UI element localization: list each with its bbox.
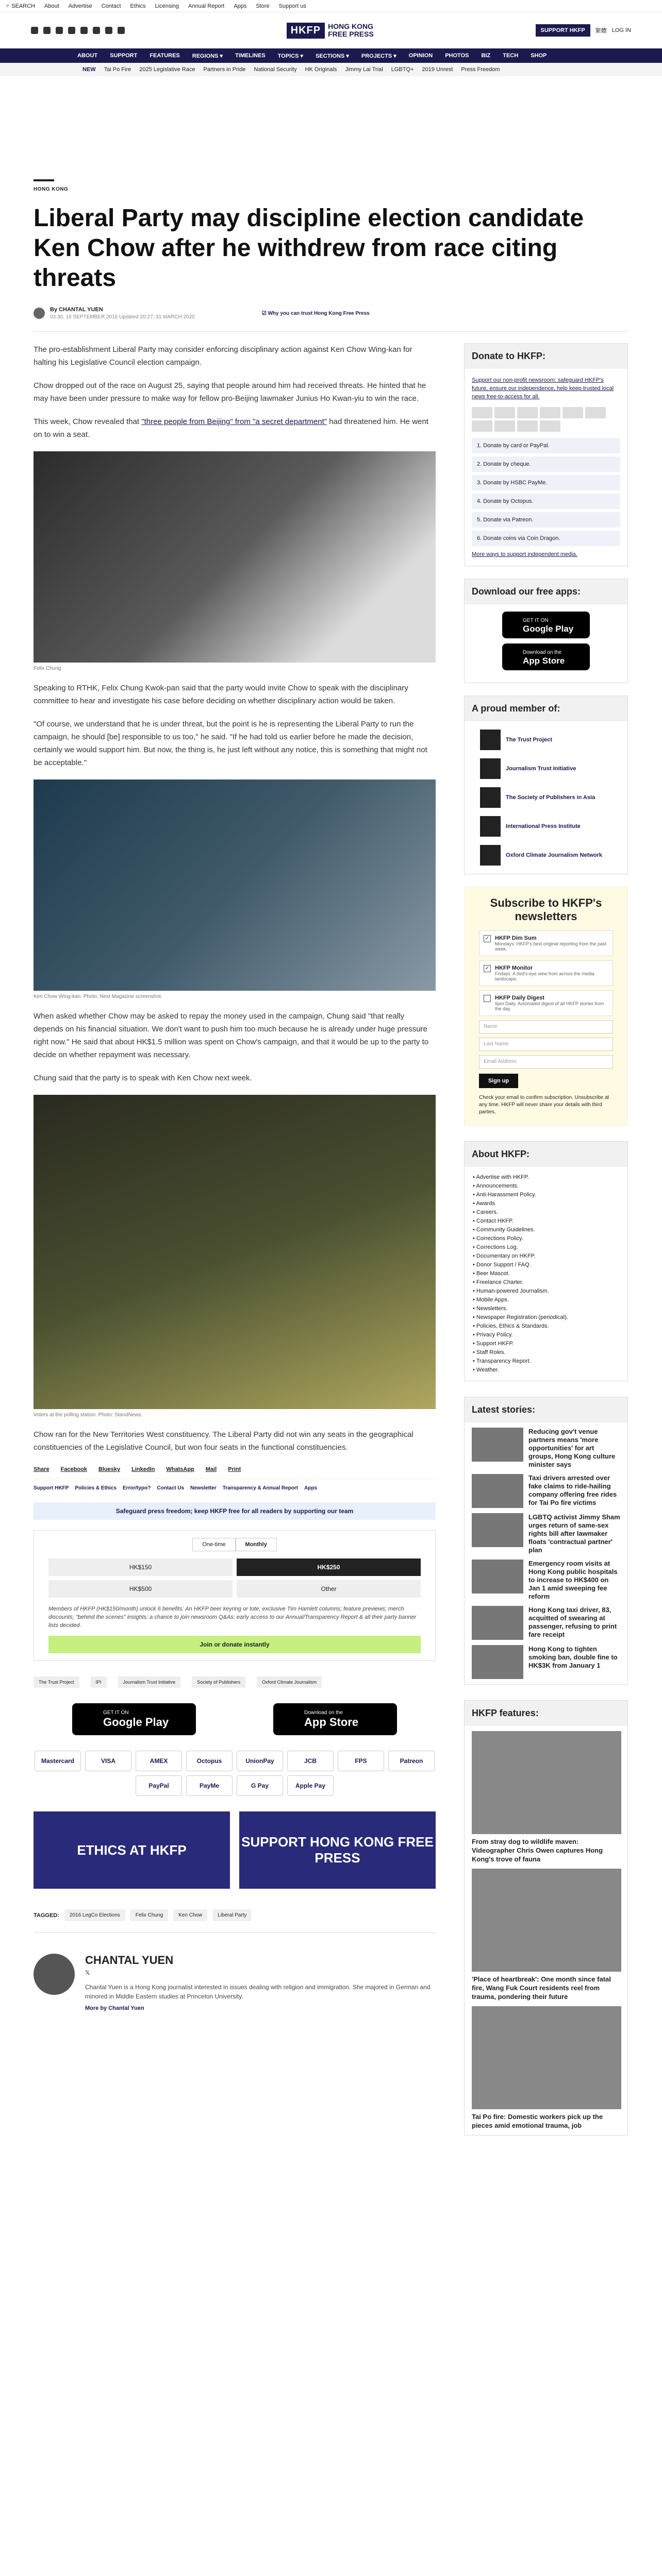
story-item[interactable] bbox=[472, 1513, 620, 1554]
sidebar-heading: About HKFP: bbox=[465, 1142, 627, 1167]
telegram-icon[interactable] bbox=[93, 27, 100, 34]
feature-item[interactable] bbox=[472, 1731, 620, 1863]
payment-logo[interactable]: Mastercard bbox=[35, 1751, 81, 1771]
donate-text[interactable]: Support our non-profit newsroom: safeguard HKFP's future, ensure our independence, help keep trusted local news free-to-access for all. bbox=[472, 377, 614, 400]
nav-item[interactable]: TIMELINES bbox=[235, 53, 266, 59]
x-icon[interactable]: 𝕏 bbox=[85, 1969, 90, 1976]
payment-logo[interactable]: Patreon bbox=[388, 1751, 435, 1771]
share-bar bbox=[34, 1466, 436, 1472]
sidebar-heading: HKFP features: bbox=[465, 1701, 627, 1726]
topbar-link[interactable]: Advertise bbox=[68, 3, 92, 9]
paragraph: Chow dropped out of the race on August 25, saying that people around him had received threats. He hinted that he may have been under pressure to make way for fellow pro-Beijing lawmaker Junius Ho Kwan-yiu to win the race. bbox=[34, 381, 426, 403]
tag[interactable]: 2016 LegCo Elections bbox=[64, 1909, 125, 1921]
paragraph: "Of course, we understand that he is under threat, but the point is he is representing the Liberal Party to run the campaign, he should [be] responsible to us too," he said. "If he had told us earlier before he made the decision, certainly we would support him. But now, the thing is, he just left without any notice, this is something that might not be acceptable." bbox=[34, 720, 427, 767]
about-link[interactable]: • Community Guidelines. bbox=[473, 1226, 619, 1234]
last-name-field[interactable]: Last Name bbox=[479, 1038, 613, 1051]
rss-icon[interactable] bbox=[118, 27, 125, 34]
nav-item[interactable]: ABOUT bbox=[77, 53, 98, 59]
site-logo[interactable]: HKFP HONG KONG FREE PRESS bbox=[287, 23, 374, 39]
member-name[interactable]: The Society of Publishers in Asia bbox=[506, 794, 595, 801]
newsletter-option[interactable]: ✓ HKFP Monitor Fridays: A bird's-eye view from across the media landscape. bbox=[479, 960, 613, 986]
trending-link[interactable]: Press Freedom bbox=[461, 66, 500, 73]
avatar bbox=[34, 308, 45, 319]
trending-link[interactable]: 2019 Unrest bbox=[422, 66, 453, 73]
x-icon[interactable] bbox=[43, 27, 51, 34]
about-link[interactable]: • Anti-Harassment Policy. bbox=[473, 1191, 619, 1199]
newsletter-heading: Subscribe to HKFP's newsletters bbox=[490, 896, 602, 923]
nav-item[interactable]: SUPPORT bbox=[110, 53, 138, 59]
story-title[interactable]: Hong Kong to tighten smoking ban, double fine to HK$3K from January 1 bbox=[528, 1645, 618, 1669]
youtube-icon[interactable] bbox=[80, 27, 88, 34]
paragraph: Speaking to RTHK, Felix Chung Kwok-pan said that the party would invite Chow to speak with the disciplinary committee to hear and investigate his case before deciding on whether disciplinary action would be taken. bbox=[34, 684, 408, 705]
promo-banners bbox=[34, 1811, 436, 1889]
sidebar-heading: Donate to HKFP: bbox=[465, 344, 627, 369]
payment-logo[interactable]: PayPal bbox=[136, 1775, 182, 1796]
app-store-buttons bbox=[34, 1703, 436, 1735]
more-ways-link[interactable]: More ways to support independent media. bbox=[472, 551, 577, 557]
about-link[interactable]: • Contact HKFP. bbox=[473, 1217, 619, 1226]
trending-link[interactable]: Tai Po Fire bbox=[104, 66, 131, 73]
nav-item[interactable]: REGIONS ▾ bbox=[192, 53, 223, 59]
about-link[interactable]: • Awards. bbox=[473, 1199, 619, 1208]
payment-methods bbox=[34, 1751, 436, 1796]
sidebar-heading: Download our free apps: bbox=[465, 579, 627, 604]
language-link[interactable]: 繁體 bbox=[595, 28, 607, 34]
about-link[interactable]: • Weather. bbox=[473, 1366, 619, 1375]
story-item[interactable] bbox=[472, 1606, 620, 1640]
amount-option[interactable]: Other bbox=[237, 1580, 421, 1598]
nav-item[interactable]: SECTIONS ▾ bbox=[316, 53, 349, 59]
feature-item[interactable] bbox=[472, 1869, 620, 2001]
divider bbox=[34, 179, 54, 181]
photo-caption: Felix Chung bbox=[34, 666, 61, 671]
member-logo bbox=[480, 845, 501, 866]
email-field[interactable]: Email Address bbox=[479, 1055, 613, 1069]
partner-logos bbox=[34, 1676, 436, 1688]
feature-title[interactable]: 'Place of heartbreak': One month since fatal fire, Wang Fuk Court residents reel from trauma, pondering their future bbox=[472, 1975, 611, 2001]
tags-label: TAGGED: bbox=[34, 1912, 59, 1919]
tag[interactable]: Felix Chung bbox=[130, 1909, 168, 1921]
author-box bbox=[34, 1954, 436, 2011]
story-item[interactable] bbox=[472, 1474, 620, 1508]
trending-link[interactable]: HK Originals bbox=[305, 66, 337, 73]
trending-link[interactable]: Jimmy Lai Trial bbox=[345, 66, 383, 73]
story-title[interactable]: Taxi drivers arrested over fake claims to ride-hailing company offering free rides for Tai Po fire victims bbox=[528, 1474, 617, 1506]
article-title: Liberal Party may discipline election candidate Ken Chow after he withdrew from race citing threats bbox=[34, 205, 584, 292]
feature-image[interactable] bbox=[472, 2006, 621, 2109]
article-footer-links bbox=[34, 1485, 436, 1491]
feature-title[interactable]: Tai Po fire: Domestic workers pick up the pieces amid emotional trauma, job bbox=[472, 2113, 603, 2129]
first-name-field[interactable]: Name bbox=[479, 1020, 613, 1033]
share-facebook[interactable]: Facebook bbox=[60, 1466, 87, 1472]
google-play-button[interactable]: GET IT ON Google Play bbox=[72, 1703, 196, 1735]
social-icons bbox=[31, 27, 125, 34]
trending-link[interactable]: LGBTQ+ bbox=[391, 66, 414, 73]
story-thumbnail[interactable] bbox=[472, 1428, 523, 1462]
footer-link[interactable]: Error/typo? bbox=[122, 1485, 151, 1491]
topbar-link[interactable]: Licensing bbox=[155, 3, 179, 9]
amount-option[interactable]: HK$250 bbox=[237, 1558, 421, 1576]
trending-link[interactable]: Partners in Pride bbox=[203, 66, 246, 73]
member-logo bbox=[480, 816, 501, 837]
freq-one-time[interactable]: One-time bbox=[192, 1538, 235, 1551]
feature-image[interactable] bbox=[472, 1869, 621, 1972]
feature-image[interactable] bbox=[472, 1731, 621, 1834]
tag[interactable]: Liberal Party bbox=[212, 1909, 252, 1921]
nav-item[interactable]: PROJECTS ▾ bbox=[361, 53, 396, 59]
share-bluesky[interactable]: Bluesky bbox=[98, 1466, 121, 1472]
topbar-link[interactable]: About bbox=[44, 3, 59, 9]
sidebar bbox=[464, 343, 628, 2136]
top-utility-bar bbox=[0, 0, 662, 12]
about-link[interactable]: • Beer Mascot. bbox=[473, 1269, 619, 1278]
ethics-banner[interactable]: ETHICS AT HKFP bbox=[34, 1811, 230, 1889]
donate-method[interactable]: 6. Donate coins via Coin Dragon. bbox=[472, 531, 620, 546]
paragraph: The pro-establishment Liberal Party may consider enforcing disciplinary action against Ken Chow Wing-kan for halting his Legislative Council election campaign. bbox=[34, 345, 412, 367]
about-link[interactable]: • Policies, Ethics & Standards. bbox=[473, 1322, 619, 1331]
divider bbox=[34, 331, 628, 332]
share-mail[interactable]: Mail bbox=[205, 1466, 217, 1472]
article-dates: 03:30, 16 SEPTEMBER 2016 Updated 20:27, 31 MARCH 2020 bbox=[50, 314, 195, 320]
newsletter-option[interactable]: HKFP Daily Digest 6pm Daily. Automated digest of all HKFP stories from the day. bbox=[479, 990, 613, 1016]
paragraph: Chung said that the party is to speak with Ken Chow next week. bbox=[34, 1074, 252, 1082]
feature-item[interactable] bbox=[472, 2006, 620, 2130]
photo-caption: Voters at the polling station. Photo: StandNews. bbox=[34, 1412, 143, 1418]
footer-link[interactable]: Transparency & Annual Report bbox=[222, 1485, 299, 1491]
article-photo bbox=[34, 1095, 436, 1409]
main-nav bbox=[0, 48, 662, 63]
article-header bbox=[0, 179, 662, 332]
about-link[interactable]: • Human-powered Journalism. bbox=[473, 1287, 619, 1296]
about-link[interactable]: • Staff Roles. bbox=[473, 1348, 619, 1357]
instagram-icon[interactable] bbox=[56, 27, 63, 34]
nav-item[interactable]: SHOP bbox=[531, 53, 547, 59]
share-linkedin[interactable]: LinkedIn bbox=[131, 1466, 155, 1472]
sidebar-heading: A proud member of: bbox=[465, 696, 627, 721]
amount-option[interactable]: HK$500 bbox=[48, 1580, 233, 1598]
support-hkfp-button[interactable]: SUPPORT HKFP bbox=[536, 24, 590, 37]
article-body bbox=[34, 343, 436, 2136]
about-link[interactable]: • Announcements. bbox=[473, 1182, 619, 1191]
nav-item[interactable]: FEATURES bbox=[150, 53, 180, 59]
more-by-author-link[interactable]: More by Chantal Yuen bbox=[85, 2005, 144, 2011]
member-name[interactable]: Journalism Trust Initiative bbox=[506, 766, 576, 772]
topbar-link[interactable]: Ethics bbox=[130, 3, 146, 9]
checkbox[interactable]: ✓ bbox=[484, 935, 491, 942]
member-logo bbox=[480, 730, 501, 750]
about-link[interactable]: • Transparency Report. bbox=[473, 1357, 619, 1366]
checkbox[interactable] bbox=[484, 995, 491, 1002]
footer-link[interactable]: Apps bbox=[304, 1485, 318, 1491]
about-link[interactable]: • Careers. bbox=[473, 1208, 619, 1217]
membership-info: Members of HKFP (HK$150/month) unlock 6 benefits: An HKFP beer keyring or tote; exclusive Tim Hamlett columns; feature previews; merch discounts; "behind the scenes" insights; a chance to join newsroom Q&As; early access to our Annual/Transparency Report & all their party banner lists decided. bbox=[48, 1606, 417, 1629]
search-icon: ⌕ bbox=[6, 3, 10, 9]
about-link[interactable]: • Privacy Policy. bbox=[473, 1331, 619, 1340]
about-link[interactable]: • Advertise with HKFP. bbox=[473, 1173, 619, 1182]
donate-box bbox=[464, 343, 628, 566]
member-name[interactable]: Oxford Climate Journalism Network bbox=[506, 852, 603, 858]
trust-link[interactable]: ☑ Why you can trust Hong Kong Free Press bbox=[261, 310, 370, 316]
linkedin-icon[interactable] bbox=[105, 27, 112, 34]
topbar-link[interactable]: Contact bbox=[101, 3, 121, 9]
story-title[interactable]: LGBTQ activist Jimmy Sham urges return of same-sex rights bill after lawmaker floats 'contractual partner' plan bbox=[528, 1513, 620, 1554]
payment-logo[interactable]: AMEX bbox=[136, 1751, 182, 1771]
trending-link[interactable]: National Security bbox=[254, 66, 297, 73]
nav-item[interactable]: TOPICS ▾ bbox=[277, 53, 304, 59]
about-link[interactable]: • Freelance Charter. bbox=[473, 1278, 619, 1287]
author-bio: Chantal Yuen is a Hong Kong journalist interested in issues dealing with religion and immigration. She majored in German and minored in Middle Eastern studies at Princeton University. bbox=[85, 1984, 431, 2000]
payment-logo[interactable]: Octopus bbox=[186, 1751, 233, 1771]
member-box bbox=[464, 696, 628, 874]
payment-logo[interactable]: VISA bbox=[85, 1751, 131, 1771]
newsletter-fine-print: Check your email to confirm subscription. Unsubscribe at any time. HKFP will never share your details with third parties. bbox=[479, 1095, 609, 1115]
article-photo bbox=[34, 779, 436, 991]
login-link[interactable]: LOG IN bbox=[611, 27, 631, 33]
trust-icon: ☑ bbox=[261, 310, 268, 316]
nav-item[interactable]: TECH bbox=[503, 53, 519, 59]
donate-method[interactable]: 4. Donate by Octopus. bbox=[472, 494, 620, 509]
topbar-link[interactable]: Support us bbox=[278, 3, 306, 9]
footer-link[interactable]: Contact Us bbox=[157, 1485, 185, 1491]
donate-method[interactable]: 1. Donate by card or PayPal. bbox=[472, 438, 620, 453]
story-thumbnail[interactable] bbox=[472, 1606, 523, 1640]
story-title[interactable]: Emergency room visits at Hong Kong public hospitals to increase to HK$400 on Jan 1 amid sweeping fee reform bbox=[528, 1560, 618, 1600]
donation-widget bbox=[34, 1530, 436, 1661]
story-item[interactable] bbox=[472, 1645, 620, 1679]
member-name[interactable]: The Trust Project bbox=[506, 737, 552, 743]
story-thumbnail[interactable] bbox=[472, 1474, 523, 1508]
app-store-button[interactable]: Download on the App Store bbox=[273, 1703, 397, 1735]
about-link[interactable]: • Newsletters. bbox=[473, 1304, 619, 1313]
freq-monthly[interactable]: Monthly bbox=[236, 1538, 277, 1551]
byline bbox=[34, 307, 628, 320]
site-header bbox=[0, 12, 662, 48]
partner-logo[interactable]: Oxford Climate Journalism bbox=[257, 1676, 322, 1688]
signup-button[interactable]: Sign up bbox=[479, 1074, 518, 1088]
about-link[interactable]: • Donor Support / FAQ. bbox=[473, 1261, 619, 1269]
checkbox[interactable]: ✓ bbox=[484, 965, 491, 972]
partner-logo[interactable]: Society of Publishers bbox=[192, 1676, 245, 1688]
paragraph: This week, Chow revealed that "three people from Beijing" from "a secret department" had threatened him. He went on to win a seat. bbox=[34, 417, 428, 439]
app-store-button[interactable]: Download on the App Store bbox=[502, 643, 590, 670]
section-tag[interactable]: HONG KONG bbox=[34, 187, 69, 192]
google-play-button[interactable]: GET IT ON Google Play bbox=[502, 612, 590, 638]
new-badge: NEW bbox=[82, 66, 96, 73]
search-link[interactable]: ⌕ SEARCH bbox=[6, 3, 36, 9]
threads-icon[interactable] bbox=[68, 27, 75, 34]
story-item[interactable] bbox=[472, 1560, 620, 1601]
card-logos bbox=[472, 407, 620, 432]
footer-link[interactable]: Support HKFP bbox=[34, 1485, 69, 1491]
share-label: Share bbox=[34, 1466, 49, 1472]
about-link[interactable]: • Documentary on HKFP. bbox=[473, 1252, 619, 1261]
about-link[interactable]: • Corrections Policy. bbox=[473, 1234, 619, 1243]
newsletter-option[interactable]: ✓ HKFP Dim Sum Mondays: HKFP's best original reporting from the past week. bbox=[479, 930, 613, 956]
footer-link[interactable]: Policies & Ethics bbox=[75, 1485, 117, 1491]
partner-logo[interactable]: The Trust Project bbox=[34, 1676, 79, 1688]
photo-caption: Ken Chow Wing-kan. Photo: Next Magazine screenshot. bbox=[34, 994, 162, 999]
about-link[interactable]: • Support HKFP. bbox=[473, 1340, 619, 1348]
latest-stories-box bbox=[464, 1397, 628, 1685]
member-name[interactable]: International Press Institute bbox=[506, 823, 581, 829]
facebook-icon[interactable] bbox=[31, 27, 38, 34]
payment-logo[interactable]: UnionPay bbox=[237, 1751, 283, 1771]
topbar-link[interactable]: Apps bbox=[234, 3, 247, 9]
nav-item[interactable]: PHOTOS bbox=[445, 53, 469, 59]
member-logo bbox=[480, 758, 501, 779]
tags-row bbox=[34, 1909, 436, 1921]
about-link[interactable]: • Mobile Apps. bbox=[473, 1296, 619, 1304]
payment-logo[interactable]: FPS bbox=[338, 1751, 384, 1771]
about-link[interactable]: • Newspaper Registration (periodical). bbox=[473, 1313, 619, 1322]
amount-option[interactable]: HK$150 bbox=[48, 1558, 233, 1576]
about-link[interactable]: • Corrections Log. bbox=[473, 1243, 619, 1252]
support-banner[interactable]: SUPPORT HONG KONG FREE PRESS bbox=[239, 1811, 436, 1889]
story-item[interactable] bbox=[472, 1428, 620, 1469]
join-button[interactable]: Join or donate instantly bbox=[48, 1636, 421, 1653]
story-thumbnail[interactable] bbox=[472, 1645, 523, 1679]
member-logo bbox=[480, 787, 501, 808]
trending-link[interactable]: 2025 Legislative Race bbox=[139, 66, 195, 73]
story-title[interactable]: Reducing gov't venue partners means 'more opportunities' for art groups, Hong Kong culture minister says bbox=[528, 1428, 616, 1468]
author-name[interactable]: CHANTAL YUEN bbox=[85, 1954, 174, 1967]
payment-logo[interactable]: Apple Pay bbox=[287, 1775, 334, 1796]
story-title[interactable]: Hong Kong taxi driver, 83, acquitted of swearing at passenger, refusing to print fare receipt bbox=[528, 1606, 617, 1638]
tag[interactable]: Ken Chow bbox=[173, 1909, 207, 1921]
feature-title[interactable]: From stray dog to wildlife maven: Videographer Chris Owen captures Hong Kong's trove of fauna bbox=[472, 1838, 603, 1863]
newsletter-box bbox=[464, 887, 628, 1126]
features-box bbox=[464, 1700, 628, 2136]
donate-method[interactable]: 3. Donate by HSBC PayMe. bbox=[472, 475, 620, 490]
inline-link[interactable]: "three people from Beijing" from "a secret department" bbox=[141, 417, 327, 426]
nav-item[interactable]: OPINION bbox=[408, 53, 433, 59]
footer-link[interactable]: Newsletter bbox=[190, 1485, 217, 1491]
sidebar-heading: Latest stories: bbox=[465, 1397, 627, 1422]
payment-logo[interactable]: G Pay bbox=[237, 1775, 283, 1796]
partner-logo[interactable]: Journalism Trust Initiative bbox=[118, 1676, 181, 1688]
about-box bbox=[464, 1141, 628, 1381]
story-thumbnail[interactable] bbox=[472, 1513, 523, 1547]
about-list bbox=[465, 1167, 627, 1381]
author-link[interactable]: By CHANTAL YUEN bbox=[50, 307, 103, 313]
article-photo bbox=[34, 451, 436, 663]
share-whatsapp[interactable]: WhatsApp bbox=[166, 1466, 194, 1472]
share-print[interactable]: Print bbox=[228, 1466, 241, 1472]
safeguard-banner[interactable]: Safeguard press freedom; keep HKFP free for all readers by supporting our team bbox=[34, 1502, 436, 1520]
trending-bar bbox=[0, 63, 662, 76]
avatar bbox=[34, 1954, 75, 1995]
topbar-link[interactable]: Store bbox=[256, 3, 270, 9]
paragraph: When asked whether Chow may be asked to repay the money used in the campaign, Chung said "that really depends on his financial situation. We don't want to push him too much because he is already under huge pressure right now." He said that about HK$1.5 million was spent on Chow's campaign, and that it would be up to the party to decide on whether repayment was necessary. bbox=[34, 1012, 429, 1059]
payment-logo[interactable]: PayMe bbox=[186, 1775, 233, 1796]
partner-logo[interactable]: IPI bbox=[91, 1676, 107, 1688]
donate-method[interactable]: 5. Donate via Patreon. bbox=[472, 512, 620, 528]
donate-method[interactable]: 2. Donate by cheque. bbox=[472, 456, 620, 472]
story-thumbnail[interactable] bbox=[472, 1560, 523, 1594]
nav-item[interactable]: BIZ bbox=[481, 53, 491, 59]
topbar-link[interactable]: Annual Report bbox=[188, 3, 225, 9]
payment-logo[interactable]: JCB bbox=[287, 1751, 334, 1771]
paragraph: Chow ran for the New Territories West constituency. The Liberal Party did not win any seats in the geographical constituencies of the Legislative Council, but won four seats in the functional constituencies. bbox=[34, 1430, 413, 1452]
apps-box bbox=[464, 579, 628, 683]
